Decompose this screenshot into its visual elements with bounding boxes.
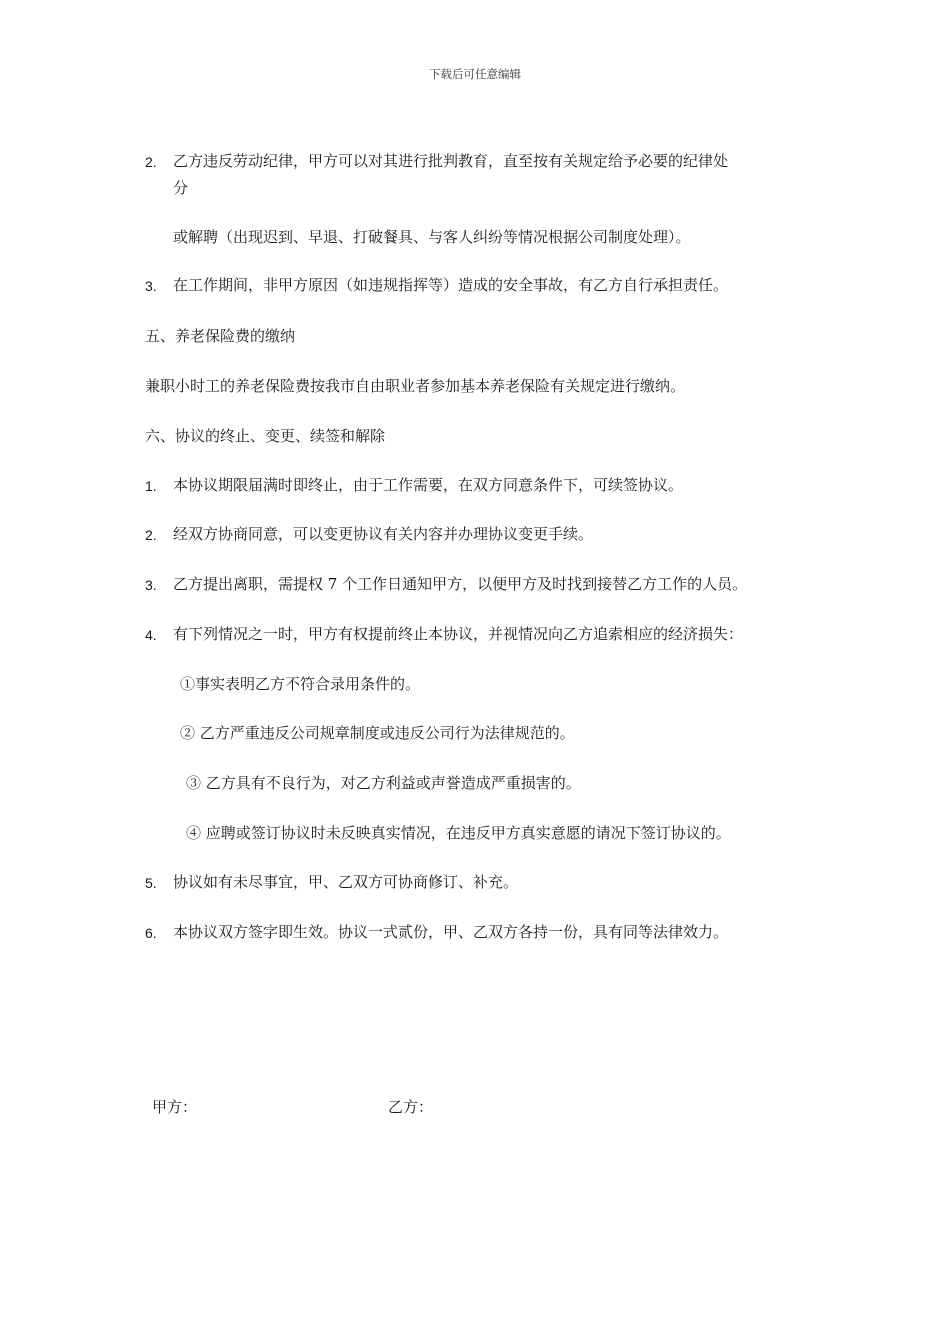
clause-text: 协议如有未尽事宜，甲、乙双方可协商修订、补充。 [173, 873, 519, 891]
clause-text: 分 [173, 179, 189, 197]
party-a-signature-label: 甲方： [152, 1098, 198, 1116]
clause-text: 本协议期限届满时即终止，由于工作需要，在双方同意条件下，可续签协议。 [173, 476, 684, 494]
item-number: 3. [145, 577, 157, 593]
item-number: 5. [145, 875, 157, 891]
clause-text: 经双方协商同意，可以变更协议有关内容并办理协议变更手续。 [173, 525, 594, 543]
clause-text: 本协议双方签字即生效。协议一式贰份，甲、乙双方各持一份，具有同等法律效力。 [173, 923, 729, 941]
paragraph: 兼职小时工的养老保险费按我市自由职业者参加基本养老保险有关规定进行缴纳。 [145, 377, 686, 395]
item-number: 1. [145, 478, 157, 494]
party-b-signature-label: 乙方： [388, 1098, 434, 1116]
section-heading: 六、协议的终止、变更、续签和解除 [145, 427, 386, 445]
item-number: 4. [145, 627, 157, 643]
item-number: 2. [145, 154, 157, 170]
clause-text: 有下列情况之一时，甲方有权提前终止本协议，并视情况向乙方追索相应的经济损失： [173, 625, 744, 643]
clause-text: 在工作期间，非甲方原因（如违规指挥等）造成的安全事故，有乙方自行承担责任。 [173, 276, 729, 294]
clause-text: 或解聘（出现迟到、早退、打破餐具、与客人纠纷等情况根据公司制度处理）。 [173, 228, 691, 246]
sub-clause: ①事实表明乙方不符合录用条件的。 [180, 675, 421, 693]
item-number: 6. [145, 925, 157, 941]
sub-clause: ④ 应聘或签订协议时未反映真实情况，在违反甲方真实意愿的请况下签订协议的。 [186, 824, 731, 842]
section-heading: 五、养老保险费的缴纳 [145, 327, 296, 345]
sub-clause: ② 乙方严重违反公司规章制度或违反公司行为法律规范的。 [180, 724, 575, 742]
page-header: 下载后可任意编辑 [429, 67, 521, 81]
clause-text: 乙方提出离职，需提权 7 个工作日通知甲方，以便甲方及时找到接替乙方工作的人员。 [173, 575, 748, 593]
item-number: 3. [145, 278, 157, 294]
clause-text: 乙方违反劳动纪律，甲方可以对其进行批判教育，直至按有关规定给予必要的纪律处 [173, 152, 729, 170]
item-number: 2. [145, 527, 157, 543]
sub-clause: ③ 乙方具有不良行为，对乙方利益或声誉造成严重损害的。 [186, 774, 581, 792]
